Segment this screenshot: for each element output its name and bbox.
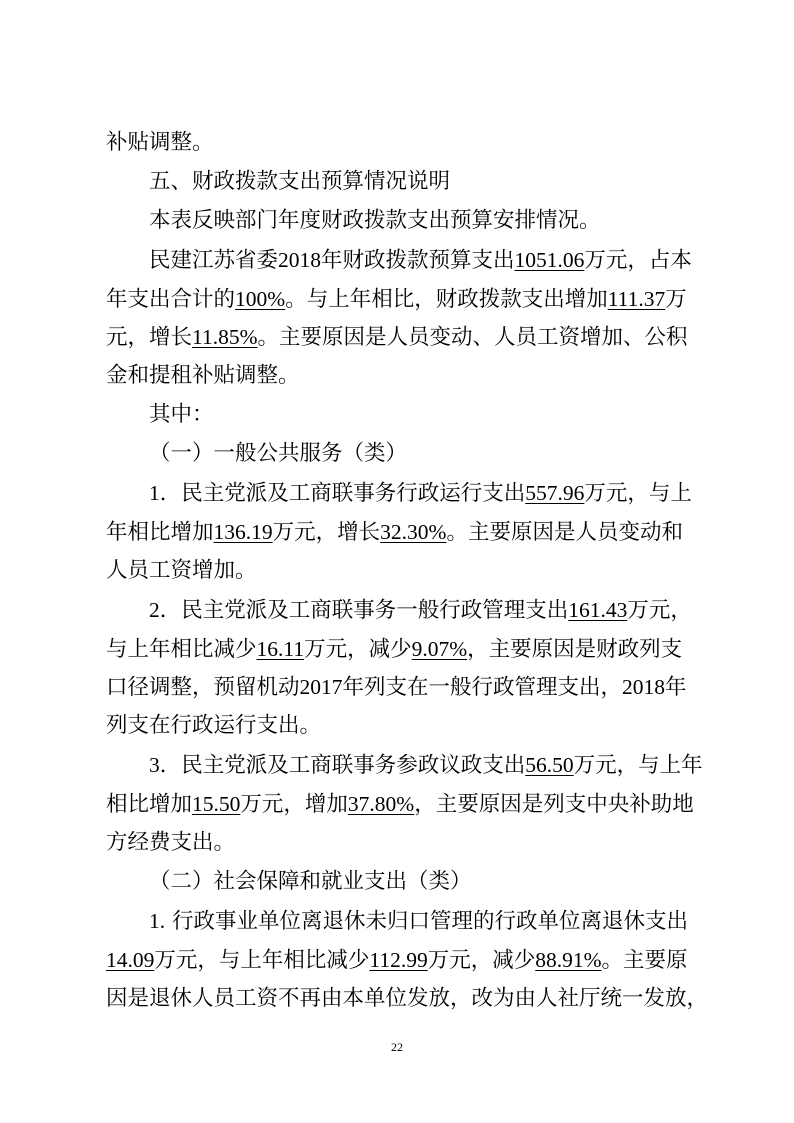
- text: 万元，与上年相比减少: [154, 947, 370, 973]
- amount: 1051.06: [514, 247, 585, 272]
- text: 口径调整，预留机动: [106, 675, 300, 701]
- text: 年相比增加: [106, 519, 214, 545]
- text: 万元，与上: [584, 481, 692, 507]
- text: ，主要原因是财政列支: [467, 636, 683, 662]
- text: 万: [665, 286, 687, 312]
- item-number: 1: [149, 481, 160, 506]
- text: 本表反映部门年度财政拨款支出预算安排情况。: [149, 207, 601, 233]
- amount: 111.37: [607, 286, 666, 311]
- amount: 557.96: [525, 481, 585, 506]
- text: 。主要原因是人员变动和: [446, 519, 683, 545]
- text: 万元，减少: [427, 947, 536, 973]
- amount: 56.50: [525, 753, 574, 778]
- percentage: 37.80%: [347, 792, 415, 817]
- text: 其中：: [149, 402, 214, 428]
- text: 万元，占本: [584, 247, 692, 273]
- text: 万元，增长: [272, 519, 381, 545]
- year: 2017: [299, 675, 343, 700]
- text: ．民主党派及工商联事务一般行政管理支出: [159, 597, 569, 623]
- amount: 161.43: [568, 597, 628, 622]
- amount: 14.09: [106, 947, 155, 972]
- paragraph-line: [106, 980, 709, 1019]
- category-heading: [106, 435, 690, 474]
- text: 年: [665, 675, 687, 701]
- paragraph-line: [106, 707, 690, 746]
- year: 2018: [278, 247, 322, 272]
- text: 金和提租补贴调整。: [106, 363, 300, 389]
- heading-text: 五、财政拨款支出预算情况说明: [149, 168, 451, 194]
- text: 行政事业单位离退休未归口管理的行政单位离退休支出: [171, 908, 688, 934]
- paragraph-line: [106, 513, 690, 552]
- paragraph-line: [106, 746, 703, 785]
- percentage: 9.07%: [411, 636, 468, 661]
- paragraph-line: [106, 591, 690, 630]
- text: 。主要原因是人员变动、人员工资增加、公积: [257, 325, 688, 351]
- item-number: 3: [149, 753, 160, 778]
- amount: 15.50: [192, 792, 241, 817]
- paragraph-line: [106, 280, 690, 319]
- item-number: 1.: [149, 908, 166, 933]
- text: 万元，与上年: [573, 753, 703, 779]
- paragraph-line: [106, 824, 690, 863]
- text: 万元，: [627, 597, 692, 623]
- paragraph-line: [106, 474, 690, 513]
- document-body: [106, 124, 709, 1018]
- text: 因是退休人员工资不再由本单位发放，改为由人社厅统一发放，: [106, 985, 709, 1011]
- percentage: 100%: [235, 286, 286, 311]
- text: 补贴调整。: [106, 130, 214, 155]
- text: 人员工资增加。: [106, 557, 257, 583]
- paragraph-line: [106, 941, 690, 980]
- paragraph-line: [106, 785, 694, 824]
- amount: 16.11: [256, 636, 305, 661]
- text: 与上年相比减少: [106, 636, 257, 662]
- text: 万元，减少: [304, 636, 412, 662]
- text: 年财政拨款预算支出: [321, 247, 515, 273]
- text: 民建江苏省委: [149, 247, 279, 273]
- text: ，主要原因是列支中央补助地: [414, 792, 694, 818]
- text: ．民主党派及工商联事务参政议政支出: [159, 753, 526, 779]
- page-number: 22: [391, 1040, 403, 1054]
- text: 相比增加: [106, 792, 193, 818]
- text: 。主要原: [601, 947, 688, 973]
- paragraph-line: [106, 902, 690, 941]
- text: 万元，增加: [240, 792, 348, 818]
- paragraph-line: [106, 668, 690, 707]
- text: 年列支在一般行政管理支出，: [342, 675, 623, 701]
- paragraph-line: [106, 396, 690, 435]
- paragraph-line: [106, 357, 690, 396]
- paragraph-line: [106, 552, 690, 591]
- percentage: 11.85%: [192, 325, 258, 350]
- heading-text: （二）社会保障和就业支出（类）: [149, 868, 472, 894]
- text: 方经费支出。: [106, 830, 236, 856]
- year: 2018: [622, 675, 666, 700]
- text: 列支在行政运行支出。: [106, 713, 322, 739]
- paragraph-line: [106, 630, 690, 669]
- amount: 112.99: [369, 947, 428, 972]
- paragraph-line: [106, 241, 690, 280]
- text: 年支出合计的: [106, 286, 236, 312]
- category-heading: [106, 863, 690, 902]
- percentage: 88.91%: [535, 947, 602, 972]
- paragraph-line: [106, 202, 690, 241]
- paragraph-line: [106, 124, 690, 163]
- paragraph-line: [106, 318, 690, 357]
- text: 元，增长: [106, 325, 193, 351]
- section-heading: [106, 163, 690, 202]
- item-number: 2: [149, 597, 160, 622]
- percentage: 32.30%: [380, 519, 447, 544]
- amount: 136.19: [213, 519, 273, 544]
- text: 。与上年相比，财政拨款支出增加: [285, 286, 608, 312]
- heading-text: （一）一般公共服务（类）: [149, 441, 408, 467]
- text: ．民主党派及工商联事务行政运行支出: [159, 481, 526, 507]
